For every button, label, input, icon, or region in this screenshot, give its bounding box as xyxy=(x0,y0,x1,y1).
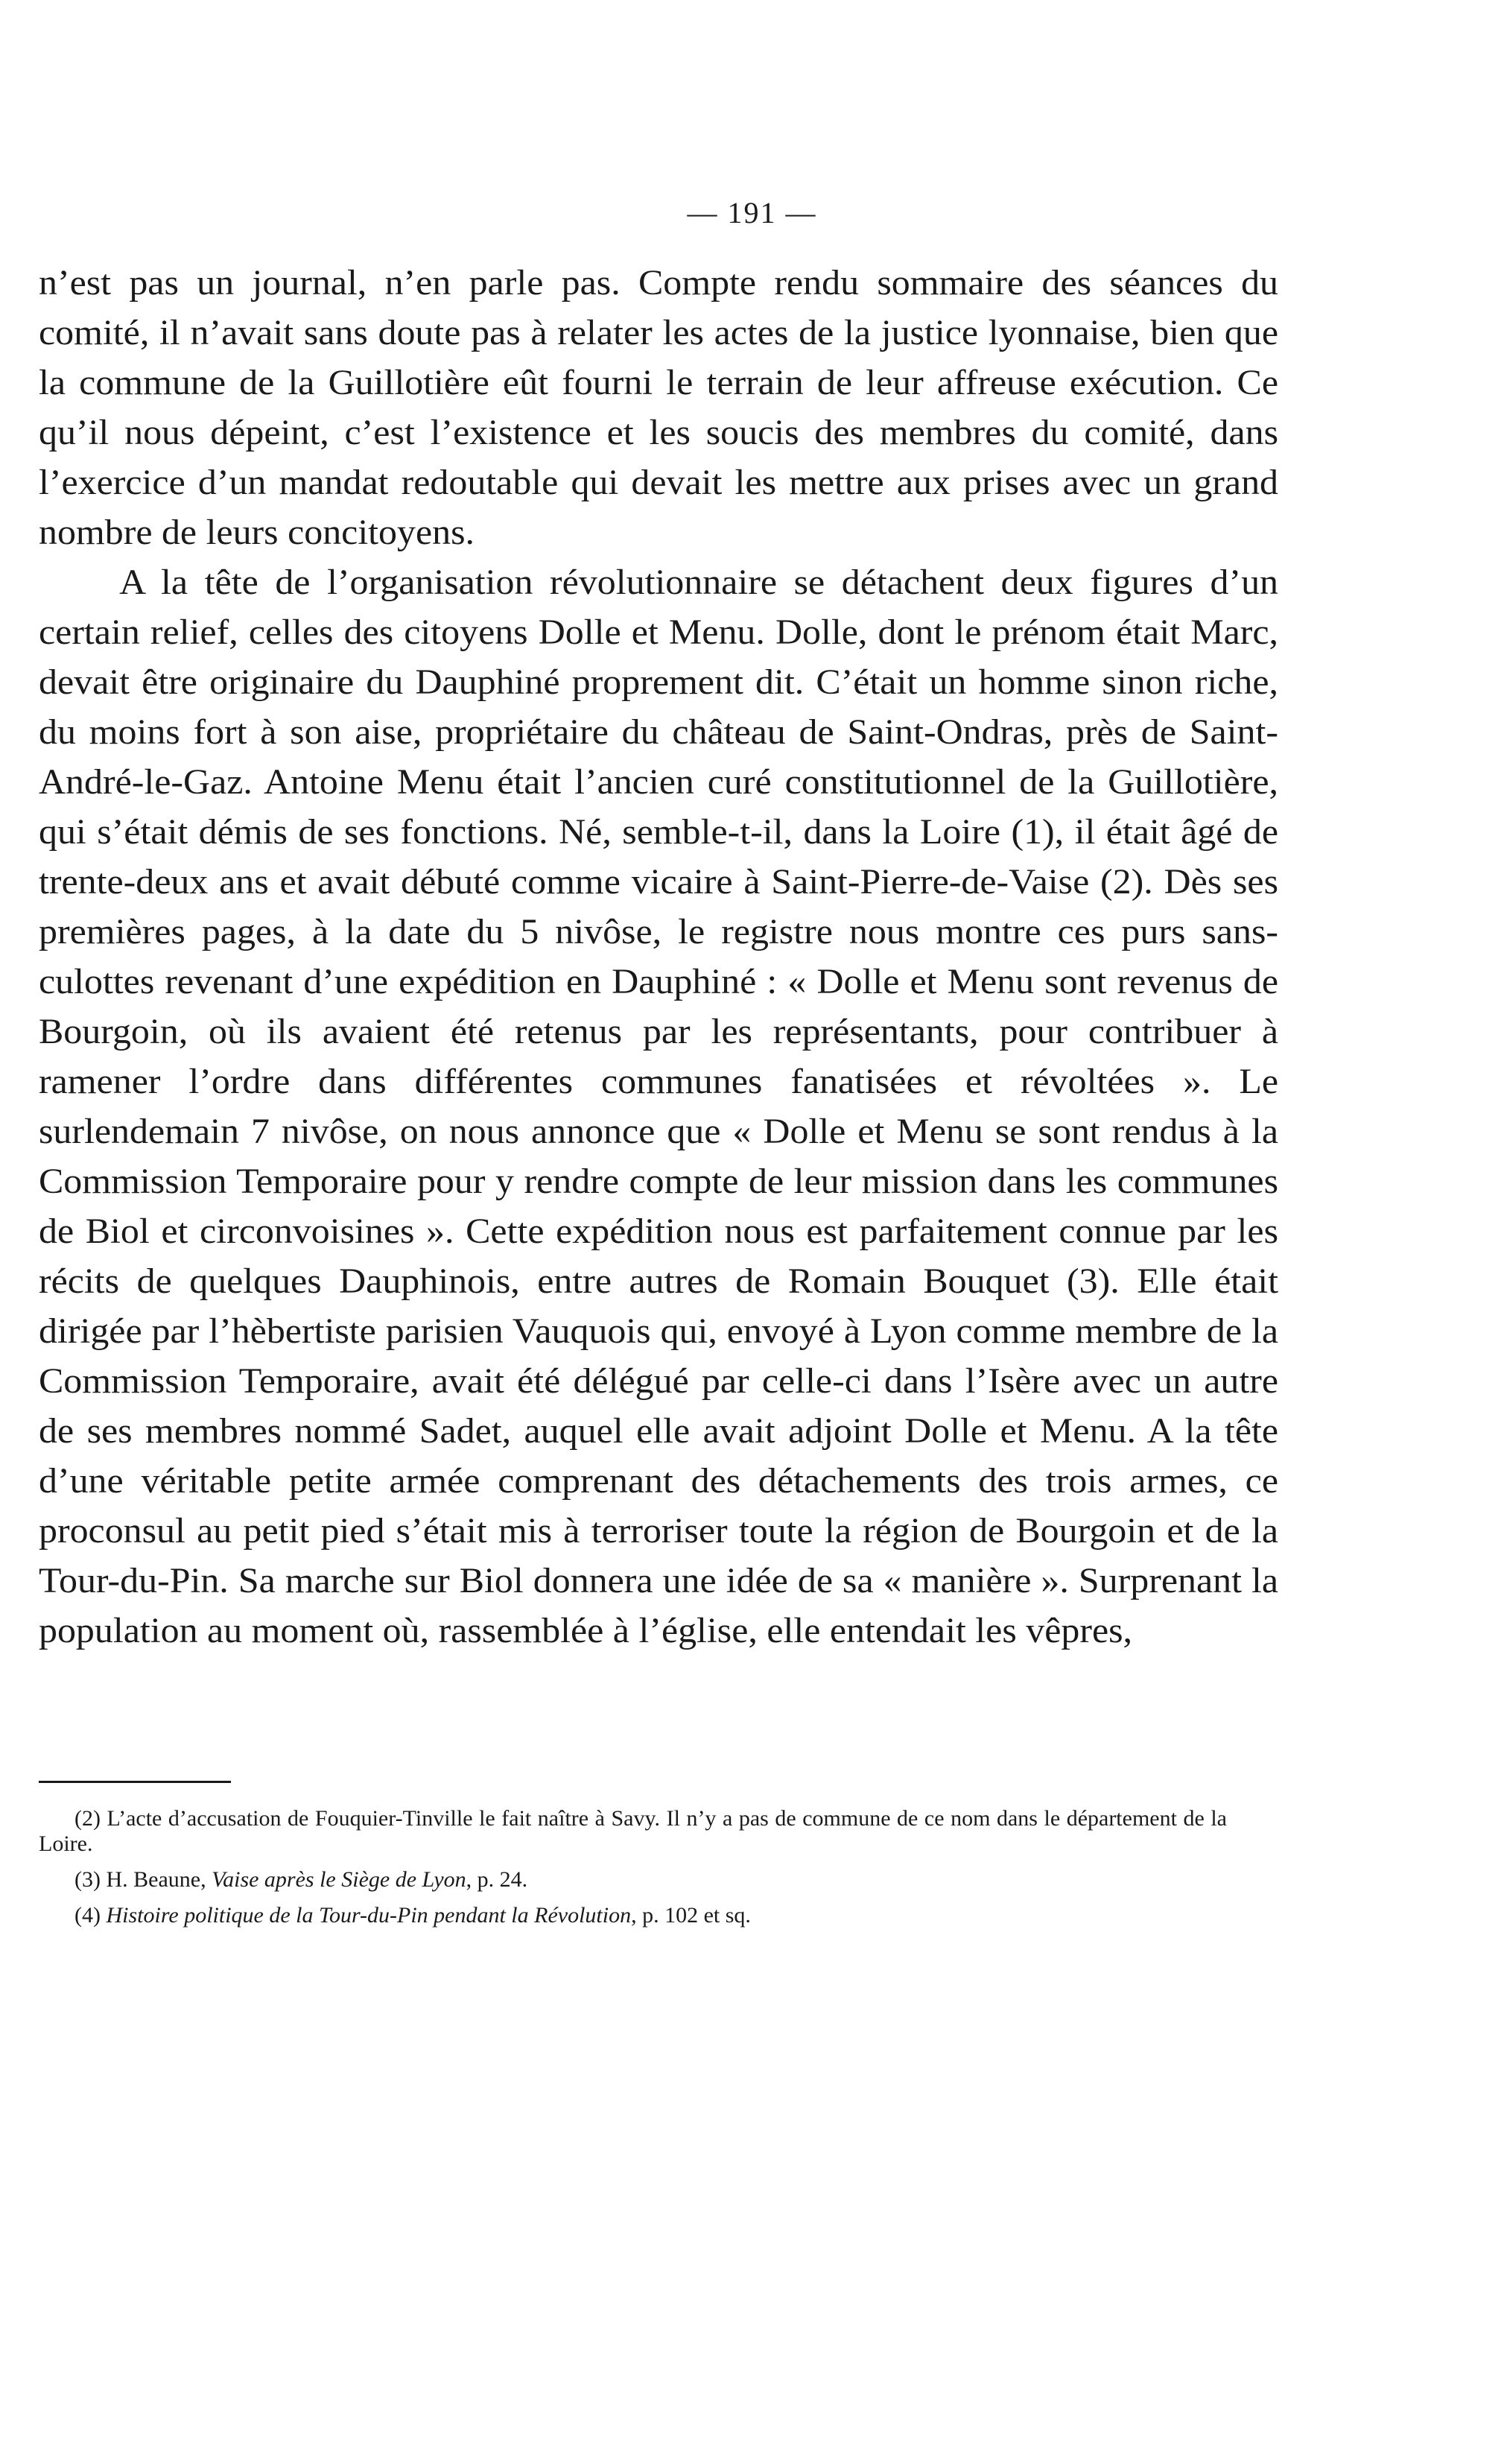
footnote-suffix: , p. 24. xyxy=(466,1867,528,1892)
footnotes xyxy=(39,1806,1227,1939)
footnote xyxy=(39,1806,1227,1857)
footnote-text: (2) L’acte d’accusation de Fouquier-Tinville le fait naître à Savy. Il n’y a pas de commune de ce nom dans le département de la Loire. xyxy=(39,1806,1227,1856)
footnote-prefix: (4) xyxy=(74,1903,107,1928)
paragraph: n’est pas un journal, n’en parle pas. Compte rendu sommaire des séances du comité, il n’avait sans doute pas à relater les actes de la justice lyonnaise, bien que la commune de la Guillotière eût fourni le terrain de leur affreuse exécution. Ce qu’il nous dépeint, c’est l’existence et les soucis des membres du comité, dans l’exercice d’un mandat redoutable qui devait les mettre aux prises avec un grand nombre de leurs concitoyens. xyxy=(39,263,1278,552)
footnote xyxy=(39,1867,1227,1893)
footnote-suffix: , p. 102 et sq. xyxy=(631,1903,751,1928)
footnote xyxy=(39,1903,1227,1928)
footnote-prefix: (3) H. Beaune, xyxy=(74,1867,212,1892)
body-text xyxy=(39,258,1278,1656)
paragraph: A la tête de l’organisation révolutionnaire se détachent deux figures d’un certain relief, celles des citoyens Dolle et Menu. Dolle, dont le prénom était Marc, devait être originaire du Dauphiné proprement dit. C’était un homme sinon riche, du moins fort à son aise, propriétaire du château de Saint-Ondras, près de Saint-André-le-Gaz. Antoine Menu était l’ancien curé constitutionnel de la Guillotière, qui s’était démis de ses fonctions. Né, semble-t-il, dans la Loire (1), il était âgé de trente-deux ans et avait débuté comme vicaire à Saint-Pierre-de-Vaise (2). Dès ses premières pages, à la date du 5 nivôse, le registre nous montre ces purs sans-culottes revenant d’une expédition en Dauphiné : « Dolle et Menu sont revenus de Bourgoin, où ils avaient été retenus par les représentants, pour contribuer à ramener l’ordre dans différentes communes fanatisées et révoltées ». Le surlendemain 7 nivôse, on nous annonce que « Dolle et Menu se sont rendus à la Commission Temporaire pour y rendre compte de leur mission dans les communes de Biol et circonvoisines ». Cette expédition nous est parfaitement connue par les récits de quelques Dauphinois, entre autres de Romain Bouquet (3). Elle était dirigée par l’hèbertiste parisien Vauquois qui, envoyé à Lyon comme membre de la Commission Temporaire, avait été délégué par celle-ci dans l’Isère avec un autre de ses membres nommé Sadet, auquel elle avait adjoint Dolle et Menu. A la tête d’une véritable petite armée comprenant des détachements des trois armes, ce proconsul au petit pied s’était mis à terroriser toute la région de Bourgoin et de la Tour-du-Pin. Sa marche sur Biol donnera une idée de sa « manière ». Surprenant la population au moment où, rassemblée à l’église, elle entendait les vêpres, xyxy=(39,563,1278,1650)
page-number: — 191 — xyxy=(687,196,817,229)
footnote-title: Vaise après le Siège de Lyon xyxy=(212,1867,466,1892)
footnote-title: Histoire politique de la Tour-du-Pin pendant la Révolution xyxy=(106,1903,632,1928)
footnote-separator xyxy=(39,1781,231,1783)
